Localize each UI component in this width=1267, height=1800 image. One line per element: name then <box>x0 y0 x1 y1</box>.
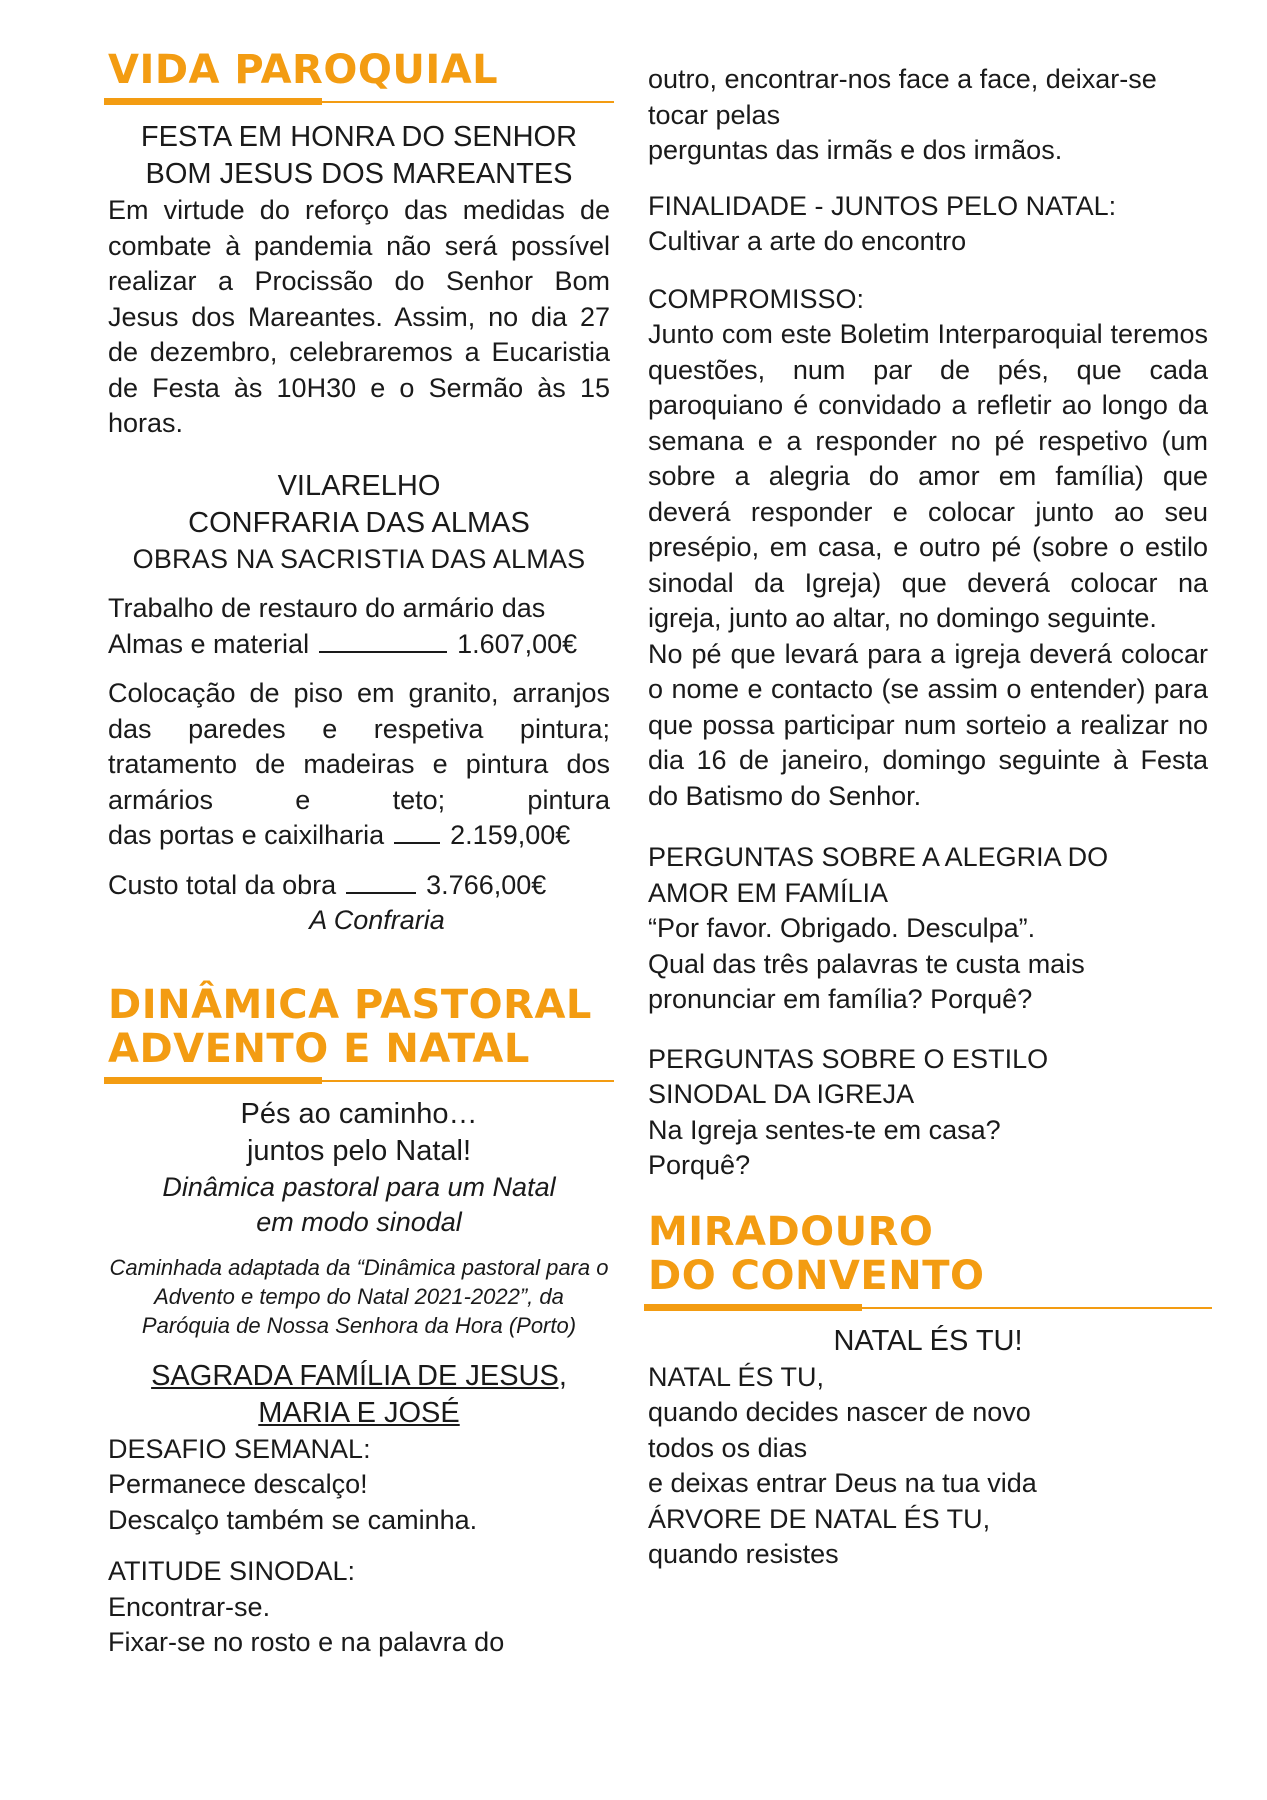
vida-paroquial-title: VIDA PAROQUIAL <box>108 47 499 93</box>
total-label: Custo total da obra <box>108 869 337 900</box>
festa-paragraph: Em virtude do reforço das medidas de combate à pandemia não será possível realizar a Procissão do Senhor Bom Jesus dos Mareantes. Assim, no dia 27 de dezembro, celebraremos a Eucaristia de Festa às 10H30 e o Sermão às 15 horas. <box>108 195 610 438</box>
confraria-heading: CONFRARIA DAS ALMAS <box>188 506 530 539</box>
arvore-label: ÁRVORE DE NATAL ÉS TU, <box>648 1503 991 1534</box>
item2-price-line <box>108 818 610 854</box>
natal-line-2: todos os dias <box>648 1432 808 1463</box>
title-divider <box>108 96 610 109</box>
item1-line2: Almas e material <box>108 628 310 659</box>
finalidade-label: FINALIDADE - JUNTOS PELO NATAL: <box>648 190 1117 221</box>
leader-line <box>394 841 440 844</box>
total-amount: 3.766,00€ <box>426 869 547 900</box>
leader-line <box>346 891 416 894</box>
sagrada-heading-2: MARIA E JOSÉ <box>258 1396 460 1429</box>
perguntas-estilo-line-2: Porquê? <box>648 1150 751 1180</box>
atitude-label: ATITUDE SINODAL: <box>108 1556 356 1586</box>
miradouro-title-2: DO CONVENTO <box>648 1252 985 1299</box>
perguntas-estilo-heading-2: SINODAL DA IGREJA <box>648 1079 915 1109</box>
atitude-text: Fixar-se no rosto e na palavra do <box>108 1627 505 1657</box>
pes-heading-2: juntos pelo Natal! <box>246 1134 472 1167</box>
dinamica-title-1: DINÂMICA PASTORAL <box>108 981 592 1028</box>
pes-heading-1: Pés ao caminho… <box>240 1097 478 1130</box>
perguntas-alegria-heading-2: AMOR EM FAMÍLIA <box>648 877 889 908</box>
item2-last-line: das portas e caixilharia <box>108 820 385 850</box>
desafio-line-1: Permanece descalço! <box>108 1469 368 1499</box>
continuation-line-3: perguntas das irmãs e dos irmãos. <box>648 135 1063 165</box>
left-column <box>108 0 610 1661</box>
caminhada-note: Caminhada adaptada da “Dinâmica pastoral para o Advento e tempo do Natal 2021-2022”, da Paróquia de Nossa Senhora da Hora (Porto) <box>109 1254 609 1338</box>
item1-line1: Trabalho de restauro do armário das <box>108 593 546 623</box>
perguntas-estilo-line-1: Na Igreja sentes-te em casa? <box>648 1114 1001 1145</box>
compromisso-paragraph-1: Junto com este Boletim Interparoquial teremos questões, num par de pés, que cada paroquiano é convidado a refletir ao longo da semana e a responder no pé respetivo (um sobre a alegria do amor em família) que deverá responder e colocar junto ao seu presépio, em casa, e outro pé (sobre o estilo sinodal da Igreja) que deverá colocar na igreja, junto ao altar, no domingo seguinte. <box>648 319 1208 633</box>
continuation-line-1: outro, encontrar-nos face a face, deixar-se <box>648 64 1157 94</box>
item1-amount: 1.607,00€ <box>457 628 578 659</box>
pes-subtitle-2: em modo sinodal <box>256 1207 462 1237</box>
natal-es-tu-label: NATAL ÉS TU, <box>648 1361 825 1392</box>
vilarelho-heading: VILARELHO <box>277 469 441 502</box>
item1-price-line <box>108 627 610 663</box>
perguntas-alegria-line-3: pronunciar em família? Porquê? <box>648 984 1033 1014</box>
perguntas-alegria-heading-1: PERGUNTAS SOBRE A ALEGRIA DO <box>648 842 1109 872</box>
desafio-line-2: Descalço também se caminha. <box>108 1504 478 1535</box>
compromisso-paragraph-2: No pé que levará para a igreja deverá colocar o nome e contacto (se assim o entender) para que possa participar num sorteio a realizar no dia 16 de janeiro, domingo seguinte à Festa do Batismo do Senhor. <box>648 638 1208 811</box>
obras-subheading: OBRAS NA SACRISTIA DAS ALMAS <box>132 543 586 574</box>
item2-paragraph: Colocação de piso em granito, arranjos das paredes e respetiva pintura; tratamento de madeiras e pintura dos armários e teto; pintura <box>108 678 610 815</box>
festa-heading-1: FESTA EM HONRA DO SENHOR <box>140 121 578 153</box>
desafio-label: DESAFIO SEMANAL: <box>108 1433 371 1464</box>
perguntas-alegria-line-1: “Por favor. Obrigado. Desculpa”. <box>648 913 1036 943</box>
sagrada-heading-1: SAGRADA FAMÍLIA DE JESUS, <box>151 1359 567 1392</box>
finalidade-text: Cultivar a arte do encontro <box>648 226 967 256</box>
title-divider <box>108 1075 610 1088</box>
title-divider <box>648 1302 1208 1315</box>
signature: A Confraria <box>309 905 445 935</box>
item2-amount: 2.159,00€ <box>450 820 571 850</box>
continuation-line-2: tocar pelas <box>648 99 781 130</box>
natal-line-3: e deixas entrar Deus na tua vida <box>648 1468 1037 1498</box>
perguntas-estilo-heading-1: PERGUNTAS SOBRE O ESTILO <box>648 1043 1049 1074</box>
atitude-bold: Encontrar-se. <box>108 1591 271 1622</box>
dinamica-title-2: ADVENTO E NATAL <box>108 1025 530 1072</box>
right-column <box>648 0 1208 1573</box>
leader-line <box>319 650 447 653</box>
compromisso-label: COMPROMISSO: <box>648 283 865 314</box>
festa-heading-2: BOM JESUS DOS MAREANTES <box>145 158 573 190</box>
arvore-line: quando resistes <box>648 1539 839 1569</box>
natal-line-1: quando decides nascer de novo <box>648 1397 1031 1427</box>
miradouro-title-1: MIRADOURO <box>648 1208 934 1255</box>
total-line <box>108 868 610 904</box>
natal-es-tu-heading: NATAL ÉS TU! <box>833 1324 1023 1357</box>
pes-subtitle-1: Dinâmica pastoral para um Natal <box>162 1171 556 1202</box>
perguntas-alegria-line-2: Qual das três palavras te custa mais <box>648 948 1085 979</box>
